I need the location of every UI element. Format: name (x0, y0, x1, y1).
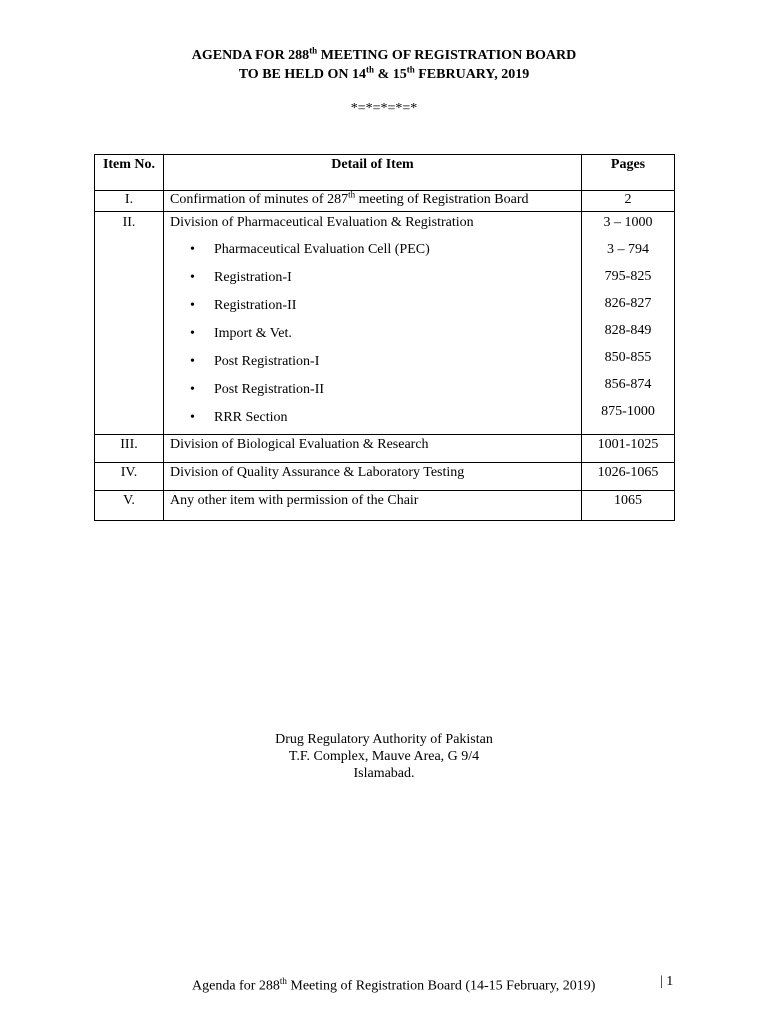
detail-text: meeting of Registration Board (355, 192, 529, 207)
address-block (0, 731, 768, 782)
title-text: AGENDA FOR 288 (191, 48, 310, 63)
list-item: • Pharmaceutical Evaluation Cell (PEC) (170, 241, 575, 269)
item-no: V. (95, 491, 164, 521)
table-row (95, 435, 675, 463)
list-item: • Post Registration-I (170, 353, 575, 381)
item-no: IV. (95, 463, 164, 491)
item-detail (164, 212, 582, 435)
address-line: Islamabad. (353, 766, 415, 781)
agenda-table (94, 154, 675, 521)
list-item: 828-849 (604, 323, 652, 338)
item-pages: 1065 (582, 491, 675, 521)
title-text: TO BE HELD ON 14 (238, 67, 367, 82)
list-item: • RRR Section (170, 409, 575, 426)
detail-text: Confirmation of minutes of 287 (170, 192, 349, 207)
col-header-item-no: Item No. (95, 155, 164, 191)
col-header-detail: Detail of Item (164, 155, 582, 191)
title-text: MEETING OF REGISTRATION BOARD (317, 48, 577, 63)
list-item: 795-825 (604, 269, 652, 284)
table-row (95, 212, 675, 435)
list-item: 826-827 (604, 296, 652, 311)
separator: *=*=*=*=* (350, 101, 418, 116)
title-sup: th (406, 64, 415, 75)
item-detail (164, 191, 582, 212)
item-pages: 1026-1065 (582, 463, 675, 491)
list-item: 875-1000 (601, 404, 655, 419)
page-footer (192, 973, 595, 995)
footer-sup: th (279, 976, 287, 986)
agenda-title-line1 (0, 46, 768, 65)
item-detail: Any other item with permission of the Chair (164, 491, 582, 521)
list-item: 3 – 794 (607, 242, 649, 257)
item-detail: Division of Quality Assurance & Laboratory Testing (164, 463, 582, 491)
list-item: 850-855 (604, 350, 652, 365)
list-item: 856-874 (604, 377, 652, 392)
sub-item-list (170, 241, 575, 426)
title-sup: th (366, 64, 375, 75)
col-header-pages: Pages (582, 155, 675, 191)
title-text: FEBRUARY, 2019 (414, 67, 530, 82)
item-no: II. (95, 212, 164, 435)
table-row (95, 191, 675, 212)
item-detail: Division of Biological Evaluation & Research (164, 435, 582, 463)
item-pages: 1001-1025 (582, 435, 675, 463)
detail-text: Division of Pharmaceutical Evaluation & Registration (170, 215, 474, 230)
table-row (95, 491, 675, 521)
list-item: • Registration-II (170, 297, 575, 325)
agenda-title-line2 (0, 65, 768, 84)
title-text: & 15 (374, 67, 407, 82)
sub-pages-list (588, 241, 668, 420)
table-row (95, 463, 675, 491)
footer-text: Agenda for 288 (192, 978, 280, 994)
list-item: • Post Registration-II (170, 381, 575, 409)
title-sup: th (309, 45, 318, 56)
page-number: | 1 (660, 974, 674, 989)
item-pages (582, 212, 675, 435)
item-no: I. (95, 191, 164, 212)
address-line: Drug Regulatory Authority of Pakistan (275, 732, 493, 747)
item-no: III. (95, 435, 164, 463)
list-item: • Registration-I (170, 269, 575, 297)
detail-sup: th (348, 189, 356, 200)
address-line: T.F. Complex, Mauve Area, G 9/4 (288, 749, 480, 764)
item-pages: 2 (582, 191, 675, 212)
pages-total: 3 – 1000 (603, 215, 653, 230)
footer-text: Meeting of Registration Board (14-15 February, 2019) (286, 978, 596, 994)
table-header-row (95, 155, 675, 191)
list-item: • Import & Vet. (170, 325, 575, 353)
